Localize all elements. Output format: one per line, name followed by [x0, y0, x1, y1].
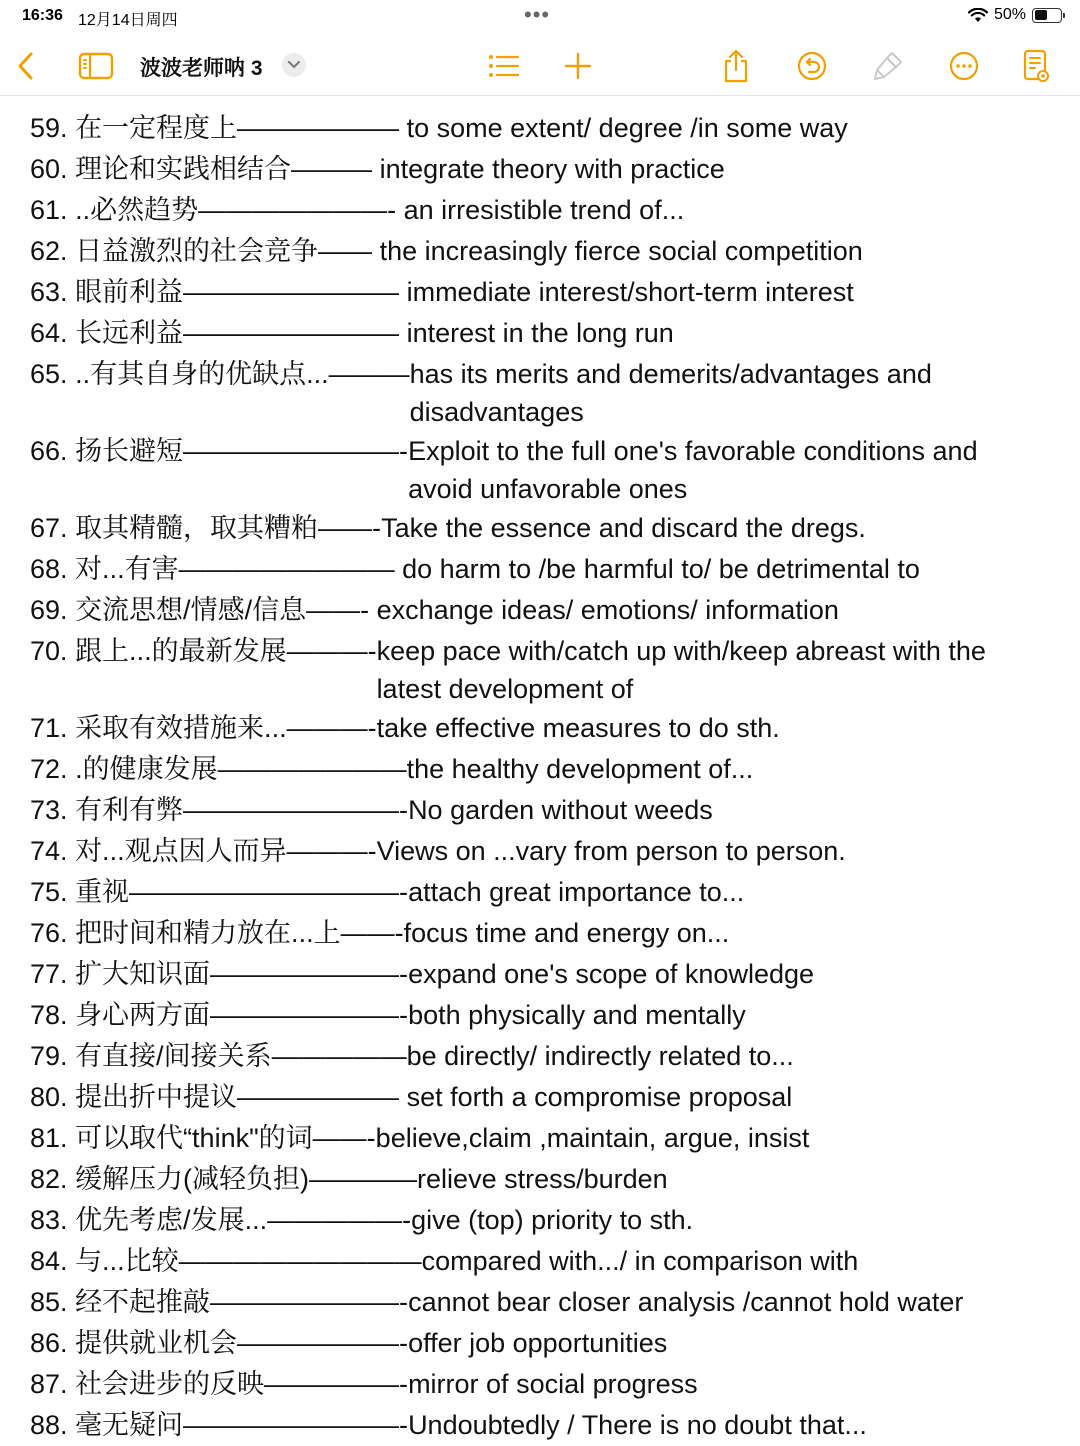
line-number: 62. [30, 236, 68, 266]
chinese-phrase: 身心两方面———————- [75, 1000, 409, 1030]
reader-icon [1022, 49, 1050, 83]
chinese-phrase: 在一定程度上—————— [75, 113, 400, 143]
english-phrase: exchange ideas/ emotions/ information [369, 595, 839, 625]
note-line [30, 272, 1070, 313]
english-phrase: an irresistible trend of... [396, 195, 685, 225]
note-line [30, 708, 1070, 749]
note-line [30, 108, 1070, 149]
chinese-phrase: 社会进步的反映—————- [75, 1369, 409, 1399]
back-button[interactable] [6, 46, 46, 86]
note-line [30, 749, 1070, 790]
chinese-phrase: 交流思想/情感/信息——- [75, 595, 370, 625]
line-number: 73. [30, 795, 68, 825]
line-number: 67. [30, 513, 68, 543]
english-phrase: compared with.../ in comparison with [421, 1246, 859, 1276]
chinese-phrase: 扩大知识面———————- [75, 959, 409, 989]
english-phrase: to some extent/ degree /in some way [399, 113, 848, 143]
multitasking-dots[interactable]: ••• [524, 2, 551, 27]
share-icon [722, 49, 750, 83]
pen-icon [872, 50, 904, 82]
english-phrase: Take the essence and discard the dregs. [381, 513, 866, 543]
note-line [30, 631, 1070, 708]
note-line [30, 1282, 1070, 1323]
battery-fill [1035, 10, 1048, 20]
note-line [30, 913, 1070, 954]
chevron-down-icon [288, 56, 300, 74]
english-phrase: set forth a compromise proposal [399, 1082, 793, 1112]
line-number: 83. [30, 1205, 68, 1235]
line-number: 80. [30, 1082, 68, 1112]
notes-toolbar [0, 34, 1080, 96]
note-body[interactable] [30, 108, 1070, 1446]
chinese-phrase: 眼前利益———————— [75, 277, 400, 307]
line-number: 78. [30, 1000, 68, 1030]
chinese-phrase: ..必然趋势———————- [75, 195, 397, 225]
add-button[interactable] [558, 46, 598, 86]
english-phrase: attach great importance to... [408, 877, 745, 907]
line-number: 60. [30, 154, 68, 184]
note-line [30, 1159, 1070, 1200]
note-line [30, 1118, 1070, 1159]
line-number: 69. [30, 595, 68, 625]
english-phrase: mirror of social progress [408, 1369, 698, 1399]
line-number: 68. [30, 554, 68, 584]
chinese-phrase: 扬长避短————————- [75, 436, 409, 466]
note-line [30, 995, 1070, 1036]
sidebar-button[interactable] [76, 46, 116, 86]
chinese-phrase: 跟上...的最新发展———- [75, 636, 377, 666]
english-phrase: both physically and mentally [408, 1000, 746, 1030]
line-number: 65. [30, 359, 68, 389]
note-line [30, 508, 1070, 549]
chinese-phrase: 缓解压力(减轻负担)———— [75, 1164, 418, 1194]
line-number: 64. [30, 318, 68, 348]
status-bar [0, 0, 1080, 34]
chinese-phrase: 重视——————————- [75, 877, 409, 907]
reader-button[interactable] [1016, 46, 1056, 86]
chinese-phrase: 经不起推敲———————- [75, 1287, 409, 1317]
chinese-phrase: ..有其自身的优缺点...——— [75, 359, 410, 389]
chinese-phrase: 对...观点因人而异———- [75, 836, 377, 866]
english-phrase: focus time and energy on... [403, 918, 730, 948]
english-phrase: interest in the long run [399, 318, 674, 348]
english-phrase: the increasingly fierce social competition [372, 236, 863, 266]
note-line [30, 1323, 1070, 1364]
note-line [30, 190, 1070, 231]
english-phrase: immediate interest/short-term interest [399, 277, 854, 307]
line-number: 59. [30, 113, 68, 143]
line-number: 72. [30, 754, 68, 784]
chinese-phrase: 采取有效措施来...———- [75, 713, 377, 743]
note-line [30, 872, 1070, 913]
chinese-phrase: 有利有弊————————- [75, 795, 409, 825]
line-number: 88. [30, 1410, 68, 1440]
chinese-phrase: 有直接/间接关系————— [75, 1041, 407, 1071]
status-date: 12月14日周四 [78, 12, 178, 29]
note-line [30, 590, 1070, 631]
note-line [30, 1364, 1070, 1405]
line-number: 63. [30, 277, 68, 307]
wifi-icon [968, 8, 988, 23]
note-title[interactable]: 波波老师呐 3 [140, 57, 263, 80]
chinese-phrase: 与...比较————————— [75, 1246, 422, 1276]
chinese-phrase: 长远利益———————— [75, 318, 400, 348]
english-phrase: cannot bear closer analysis /cannot hold water [408, 1287, 964, 1317]
line-number: 70. [30, 636, 68, 666]
note-line [30, 149, 1070, 190]
more-button[interactable] [944, 46, 984, 86]
list-icon [488, 53, 520, 79]
line-number: 76. [30, 918, 68, 948]
english-phrase: give (top) priority to sth. [411, 1205, 694, 1235]
english-phrase: be directly/ indirectly related to... [406, 1041, 794, 1071]
note-line [30, 354, 1070, 431]
undo-icon [796, 50, 828, 82]
english-phrase: Undoubtedly / There is no doubt that... [408, 1410, 867, 1440]
share-button[interactable] [716, 46, 756, 86]
sidebar-icon [78, 52, 114, 80]
more-icon [948, 50, 980, 82]
note-line [30, 431, 1070, 508]
line-number: 87. [30, 1369, 68, 1399]
english-phrase: do harm to /be harmful to/ be detrimental to [394, 554, 920, 584]
status-indicators [968, 6, 1062, 24]
undo-button[interactable] [792, 46, 832, 86]
checklist-button[interactable] [484, 46, 524, 86]
note-line [30, 1241, 1070, 1282]
line-number: 66. [30, 436, 68, 466]
line-number: 86. [30, 1328, 68, 1358]
line-number: 81. [30, 1123, 68, 1153]
note-line [30, 790, 1070, 831]
note-line [30, 831, 1070, 872]
line-number: 71. [30, 713, 68, 743]
english-phrase: relieve stress/burden [417, 1164, 668, 1194]
chinese-phrase: 取其精髓，取其糟粕——- [75, 513, 382, 543]
note-line [30, 1200, 1070, 1241]
chinese-phrase: 提出折中提议—————— [75, 1082, 400, 1112]
title-menu-button[interactable] [282, 53, 306, 77]
line-number: 77. [30, 959, 68, 989]
battery-percent: 50% [993, 6, 1026, 23]
english-phrase: No garden without weeds [408, 795, 713, 825]
line-number: 75. [30, 877, 68, 907]
chinese-phrase: 毫无疑问————————- [75, 1410, 409, 1440]
english-phrase: integrate theory with practice [372, 154, 725, 184]
chevron-left-icon [15, 51, 37, 81]
plus-icon [564, 52, 592, 80]
line-number: 61. [30, 195, 68, 225]
chinese-phrase: 可以取代“think"的词——- [75, 1123, 376, 1153]
note-line [30, 1036, 1070, 1077]
english-phrase: believe,claim ,maintain, argue, insist [375, 1123, 810, 1153]
chinese-phrase: 把时间和精力放在...上——- [75, 918, 404, 948]
english-phrase: keep pace with/catch up with/keep abreast with the latest development of [376, 636, 994, 704]
english-phrase: offer job opportunities [408, 1328, 668, 1358]
note-line [30, 313, 1070, 354]
status-time: 16:36 [22, 7, 63, 24]
line-number: 82. [30, 1164, 68, 1194]
english-phrase: has its merits and demerits/advantages and disadvantages [409, 359, 940, 427]
chinese-phrase: 理论和实践相结合——— [75, 154, 373, 184]
note-line [30, 231, 1070, 272]
english-phrase: Views on ...vary from person to person. [376, 836, 846, 866]
chinese-phrase: 优先考虑/发展...—————- [75, 1205, 412, 1235]
note-line [30, 1077, 1070, 1118]
chinese-phrase: 对...有害———————— [75, 554, 395, 584]
battery-icon [1032, 8, 1062, 23]
line-number: 84. [30, 1246, 68, 1276]
chinese-phrase: .的健康发展——————— [75, 754, 407, 784]
markup-button[interactable] [868, 46, 908, 86]
english-phrase: take effective measures to do sth. [376, 713, 780, 743]
chinese-phrase: 提供就业机会——————- [75, 1328, 409, 1358]
english-phrase: the healthy development of... [406, 754, 754, 784]
note-line [30, 549, 1070, 590]
line-number: 85. [30, 1287, 68, 1317]
note-line [30, 954, 1070, 995]
english-phrase: expand one's scope of knowledge [408, 959, 815, 989]
english-phrase: Exploit to the full one's favorable conditions and avoid unfavorable ones [408, 436, 986, 504]
line-number: 74. [30, 836, 68, 866]
chinese-phrase: 日益激烈的社会竞争—— [75, 236, 373, 266]
line-number: 79. [30, 1041, 68, 1071]
